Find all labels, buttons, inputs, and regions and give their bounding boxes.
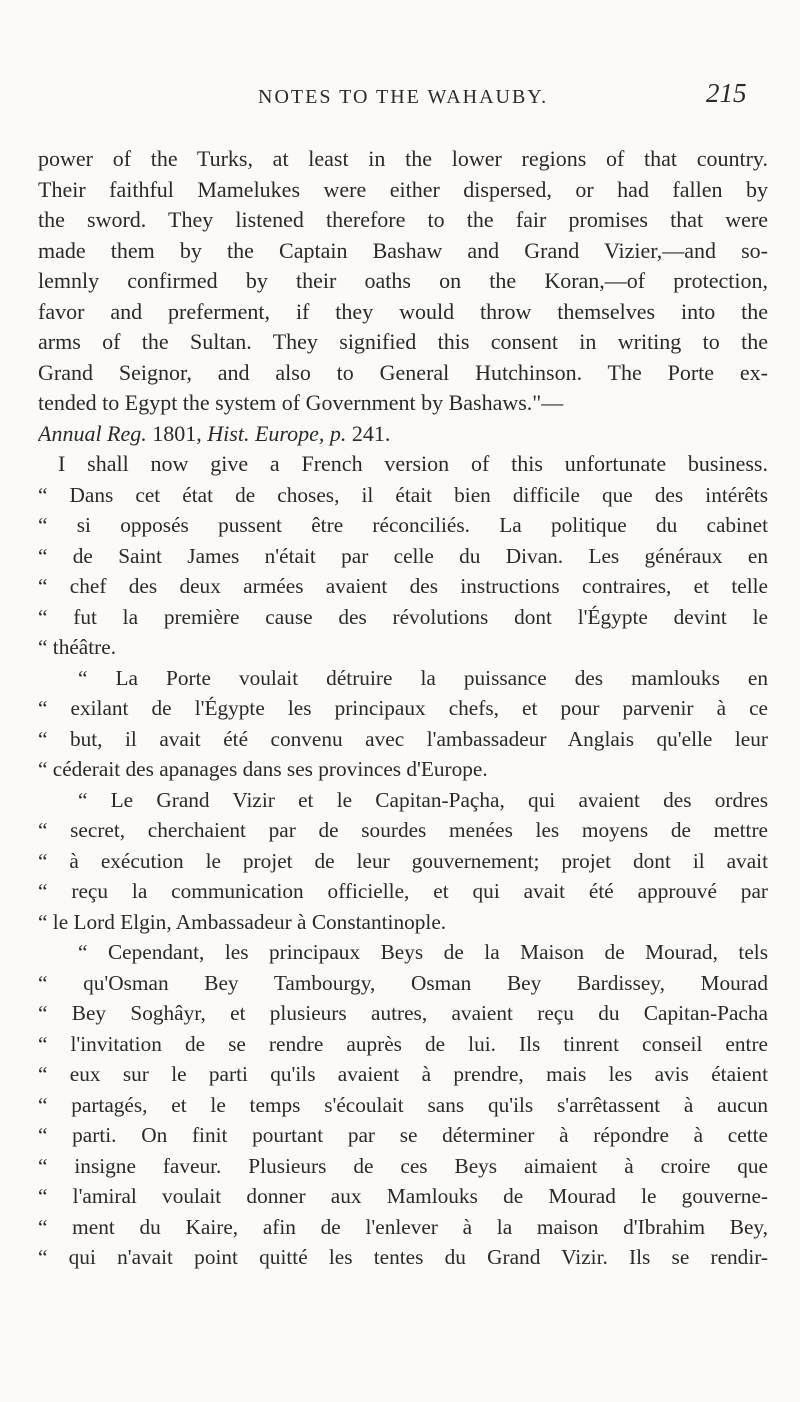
- quote-line: “ l'invitation de se rendre auprès de lui. Ils tinrent conseil entre: [38, 1031, 768, 1056]
- citation-page: 241.: [351, 420, 391, 446]
- quote-line: “ chef des deux armées avaient des instructions contraires, et telle: [38, 574, 768, 598]
- citation-source: Annual Reg.: [38, 420, 147, 446]
- quote-line: “ céderait des apanages dans ses provinces d'Europe.: [38, 757, 488, 781]
- quote-line: “ La Porte voulait détruire la puissance des mamlouks en: [78, 665, 768, 690]
- citation-line: [38, 419, 768, 450]
- quote-line: “ théâtre.: [38, 635, 117, 659]
- page-header: [0, 78, 800, 118]
- text-line: lemnly confirmed by their oaths on the Koran,—of protection,: [38, 268, 768, 293]
- running-head: NOTES TO THE WAHAUBY.: [258, 86, 549, 108]
- quote-line: “ partagés, et le temps s'écoulait sans qu'ils s'arrêtassent à aucun: [38, 1092, 768, 1117]
- quote-line: “ ment du Kaire, afin de l'enlever à la maison d'Ibrahim Bey,: [38, 1214, 768, 1239]
- quote-line: “ de Saint James n'était par celle du Divan. Les généraux en: [38, 543, 768, 568]
- body-text: [38, 144, 768, 1273]
- quote-line: “ si opposés pussent être réconciliés. La politique du cabinet: [38, 513, 768, 537]
- quote-line: “ but, il avait été convenu avec l'ambassadeur Anglais qu'elle leur: [38, 726, 768, 751]
- text-line: favor and preferment, if they would throw themselves into the: [38, 298, 768, 324]
- quote-line: “ exilant de l'Égypte les principaux chefs, et pour parvenir à ce: [38, 696, 768, 720]
- quote-line: “ fut la première cause des révolutions dont l'Égypte devint le: [38, 604, 768, 629]
- quote-line: “ Le Grand Vizir et le Capitan-Paçha, qui avaient des ordres: [78, 787, 768, 812]
- quote-line: “ Bey Soghâyr, et plusieurs autres, avaient reçu du Capitan-Pacha: [38, 1001, 768, 1025]
- quote-line: “ insigne faveur. Plusieurs de ces Beys aimaient à croire que: [38, 1153, 768, 1178]
- text-line: the sword. They listened therefore to the fair promises that were: [38, 207, 768, 232]
- quote-line: “ reçu la communication officielle, et qui avait été approuvé par: [38, 879, 768, 903]
- page-number: 215: [706, 78, 747, 108]
- quote-line: “ qui n'avait point quitté les tentes du Grand Vizir. Ils se rendir-: [38, 1245, 768, 1269]
- quote-line: “ l'amiral voulait donner aux Mamlouks de Mourad le gouverne-: [38, 1184, 768, 1208]
- text-line: arms of the Sultan. They signified this consent in writing to the: [38, 329, 768, 354]
- text-line: power of the Turks, at least in the lower regions of that country.: [38, 146, 768, 171]
- quote-line: “ à exécution le projet de leur gouvernement; projet dont il avait: [38, 848, 768, 873]
- quote-line: “ secret, cherchaient par de sourdes menées les moyens de mettre: [38, 818, 768, 842]
- quote-line: “ parti. On finit pourtant par se déterminer à répondre à cette: [38, 1123, 768, 1147]
- text-line: made them by the Captain Bashaw and Grand Vizier,—and so-: [38, 237, 768, 263]
- quote-line: “ eux sur le parti qu'ils avaient à prendre, mais les avis étaient: [38, 1062, 768, 1086]
- text-line: tended to Egypt the system of Government by Bashaws."—: [38, 390, 564, 415]
- text-line: Grand Seignor, and also to General Hutchinson. The Porte ex-: [38, 359, 768, 385]
- quote-line: “ Dans cet état de choses, il était bien difficile que des intérêts: [38, 482, 768, 507]
- text-line: I shall now give a French version of this unfortunate business.: [58, 451, 768, 476]
- citation-section: Hist. Europe, p.: [207, 420, 347, 446]
- text-line: Their faithful Mamelukes were either dispersed, or had fallen by: [38, 176, 768, 202]
- quote-line: “ le Lord Elgin, Ambassadeur à Constantinople.: [38, 909, 447, 934]
- quote-line: “ Cependant, les principaux Beys de la Maison de Mourad, tels: [78, 940, 768, 964]
- citation-year: 1801,: [152, 420, 202, 446]
- quote-line: “ qu'Osman Bey Tambourgy, Osman Bey Bardissey, Mourad: [38, 970, 768, 995]
